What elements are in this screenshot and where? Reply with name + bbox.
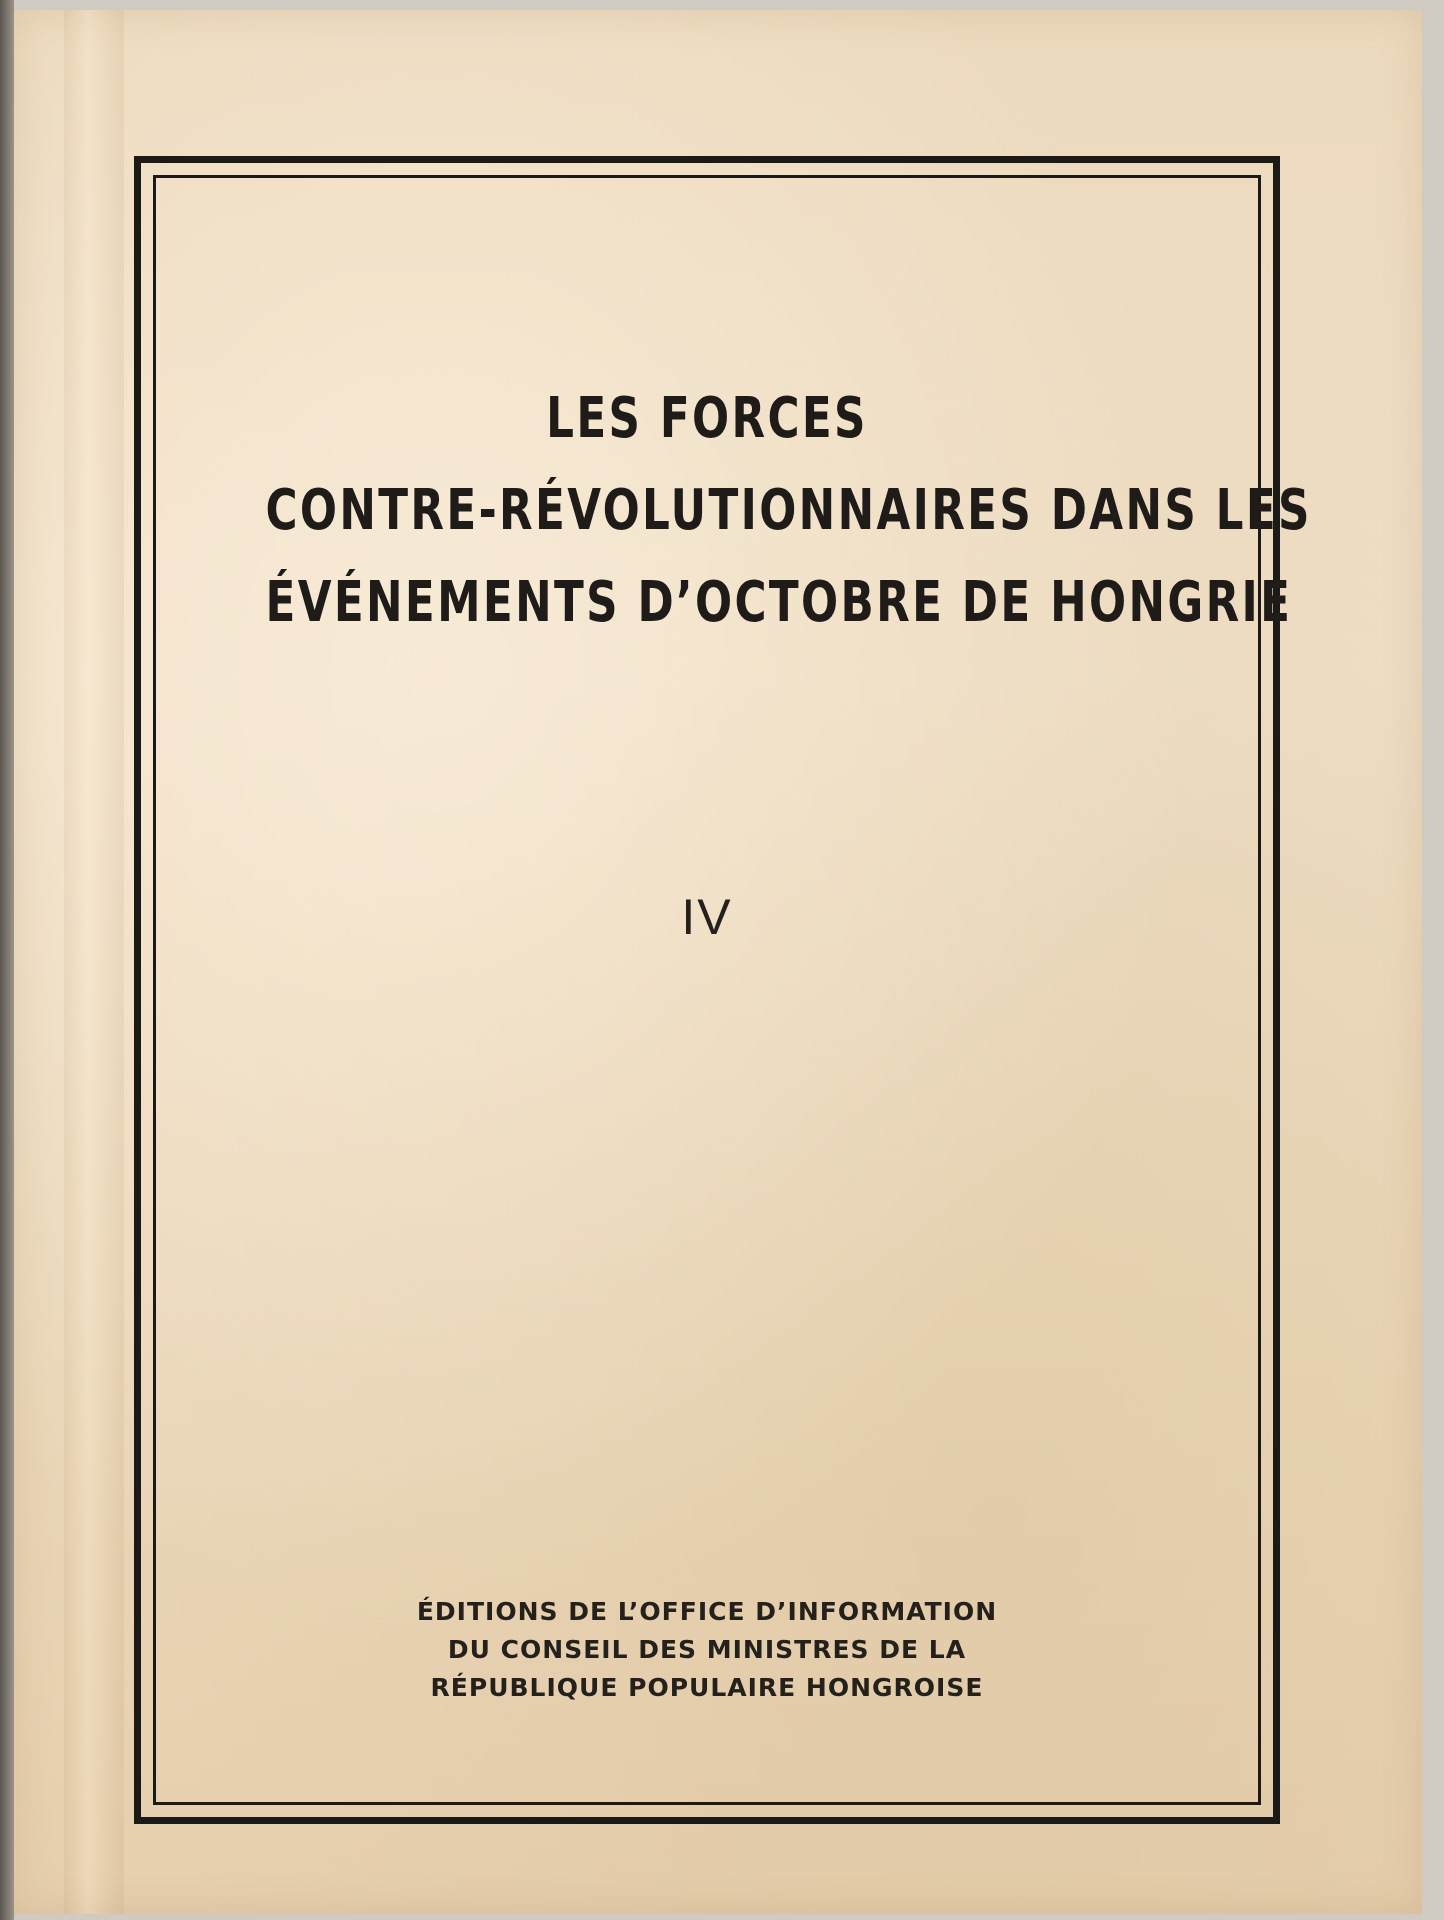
publisher-imprint xyxy=(141,1593,1273,1707)
publisher-line-2: DU CONSEIL DES MINISTRES DE LA xyxy=(447,1635,967,1664)
double-border-frame xyxy=(134,156,1312,1824)
book-title xyxy=(141,373,1312,649)
publisher-line-3: RÉPUBLIQUE POPULAIRE HONGROISE xyxy=(430,1673,984,1702)
title-line-3: ÉVÉNEMENTS D’OCTOBRE DE HONGRIE xyxy=(265,570,1293,635)
publisher-line-1: ÉDITIONS DE L’OFFICE D’INFORMATION xyxy=(416,1597,998,1626)
book-edge xyxy=(0,0,14,1920)
cover-page xyxy=(14,10,1422,1914)
volume-number: IV xyxy=(681,889,733,945)
title-line-1: LES FORCES xyxy=(546,386,868,451)
title-line-2: CONTRE-RÉVOLUTIONNAIRES DANS LES xyxy=(265,478,1312,543)
spine-fold xyxy=(64,10,124,1914)
